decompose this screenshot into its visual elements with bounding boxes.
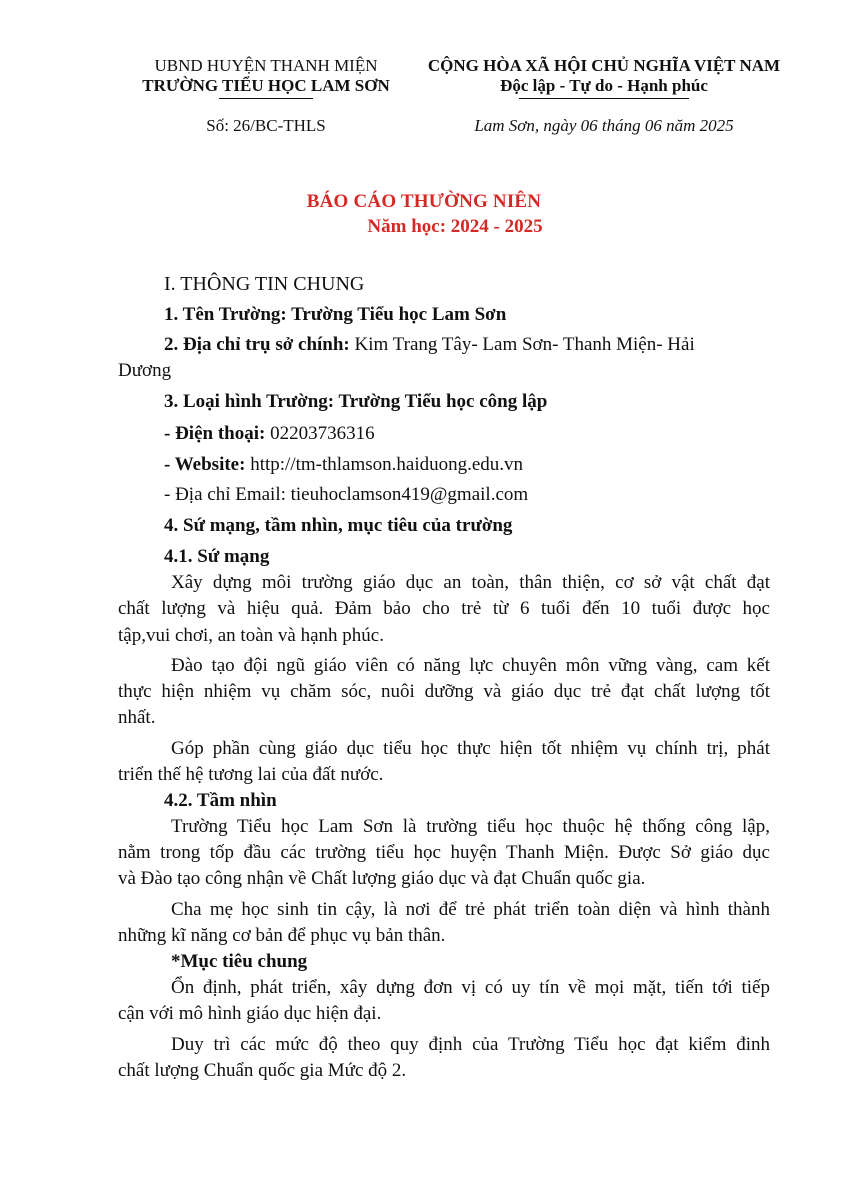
paragraph-line: thực hiện nhiệm vụ chăm sóc, nuôi dưỡng và giáo dục trẻ đạt chất lượng tốt [118, 681, 770, 702]
issuing-agency-block [128, 56, 404, 99]
paragraph-line: Góp phần cùng giáo dục tiểu học thực hiện tốt nhiệm vụ chính trị, phát [171, 738, 770, 759]
school-name-header: TRƯỜNG TIỂU HỌC LAM SƠN [142, 76, 390, 95]
website-line [164, 453, 523, 477]
paragraph-line: cận với mô hình giáo dục hiện đại. [118, 1003, 382, 1024]
email-line: - Địa chỉ Email: tieuhoclamson419@gmail.com [164, 484, 529, 505]
report-title: BÁO CÁO THƯỜNG NIÊN [306, 191, 542, 212]
section-heading: I. THÔNG TIN CHUNG [164, 273, 365, 295]
address-value: Kim Trang Tây- Lam Sơn- Thanh Miện- Hải [354, 334, 695, 355]
paragraph-line: Cha mẹ học sinh tin cậy, là nơi để trẻ phát triển toàn diện và hình thành [171, 899, 770, 920]
national-motto-block [412, 56, 796, 99]
paragraph-line: chất lượng Chuẩn quốc gia Mức độ 2. [118, 1060, 407, 1081]
address-continuation: Dương [118, 360, 172, 381]
paragraph-line: nhất. [118, 707, 156, 728]
paragraph-line: Trường Tiểu học Lam Sơn là trường tiểu học thuộc hệ thống công lập, [171, 816, 770, 837]
paragraph-line: triển thế hệ tương lai của đất nước. [118, 764, 384, 785]
paragraph-line: những kĩ năng cơ bản để phục vụ bản thân. [118, 925, 446, 946]
phone-value: 02203736316 [270, 423, 375, 444]
paragraph-line: nằm trong tốp đầu các trường tiểu học huyện Thanh Miện. Được Sở giáo dục [118, 842, 770, 863]
mission-subheading: 4.1. Sứ mạng [164, 546, 270, 567]
header-divider-left [219, 98, 313, 99]
paragraph-line: Duy trì các mức độ theo quy định của Trường Tiểu học đạt kiểm đinh [171, 1034, 770, 1055]
paragraph-line: Ổn định, phát triển, xây dựng đơn vị có uy tín về mọi mặt, tiến tới tiếp [171, 977, 770, 998]
national-motto: Độc lập - Tự do - Hạnh phúc [500, 76, 708, 95]
goal-heading: *Mục tiêu chung [171, 951, 308, 972]
document-date: Lam Sơn, ngày 06 tháng 06 năm 2025 [474, 116, 734, 135]
paragraph-line: Xây dựng môi trường giáo dục an toàn, thân thiện, cơ sở vật chất đạt [171, 572, 770, 593]
agency-name: UBND HUYỆN THANH MIỆN [154, 56, 378, 75]
header-divider-right [519, 98, 689, 99]
mission-heading: 4. Sứ mạng, tầm nhìn, mục tiêu của trường [164, 515, 513, 536]
report-school-year: Năm học: 2024 - 2025 [367, 216, 543, 237]
vision-subheading: 4.2. Tầm nhìn [164, 790, 277, 811]
phone-label: - Điện thoại: [164, 423, 266, 444]
address-label: 2. Địa chỉ trụ sở chính: [164, 334, 350, 355]
country-name: CỘNG HÒA XÃ HỘI CHỦ NGHĨA VIỆT NAM [427, 56, 781, 75]
school-name-line: 1. Tên Trường: Trường Tiểu học Lam Sơn [164, 304, 507, 325]
school-type-line: 3. Loại hình Trường: Trường Tiểu học công lập [164, 391, 548, 412]
website-label: - Website: [164, 454, 246, 475]
address-line [164, 333, 695, 357]
paragraph-line: tập,vui chơi, an toàn và hạnh phúc. [118, 625, 384, 646]
paragraph-line: Đào tạo đội ngũ giáo viên có năng lực chuyên môn vững vàng, cam kết [171, 655, 770, 676]
paragraph-line: chất lượng và hiệu quả. Đảm bảo cho trẻ từ 6 tuổi đến 10 tuổi được học [118, 598, 770, 619]
paragraph-line: và Đào tạo công nhận về Chất lượng giáo dục và đạt Chuẩn quốc gia. [118, 868, 646, 889]
website-value: http://tm-thlamson.haiduong.edu.vn [250, 454, 524, 475]
phone-line [164, 422, 375, 446]
document-number: Số: 26/BC-THLS [206, 116, 326, 135]
